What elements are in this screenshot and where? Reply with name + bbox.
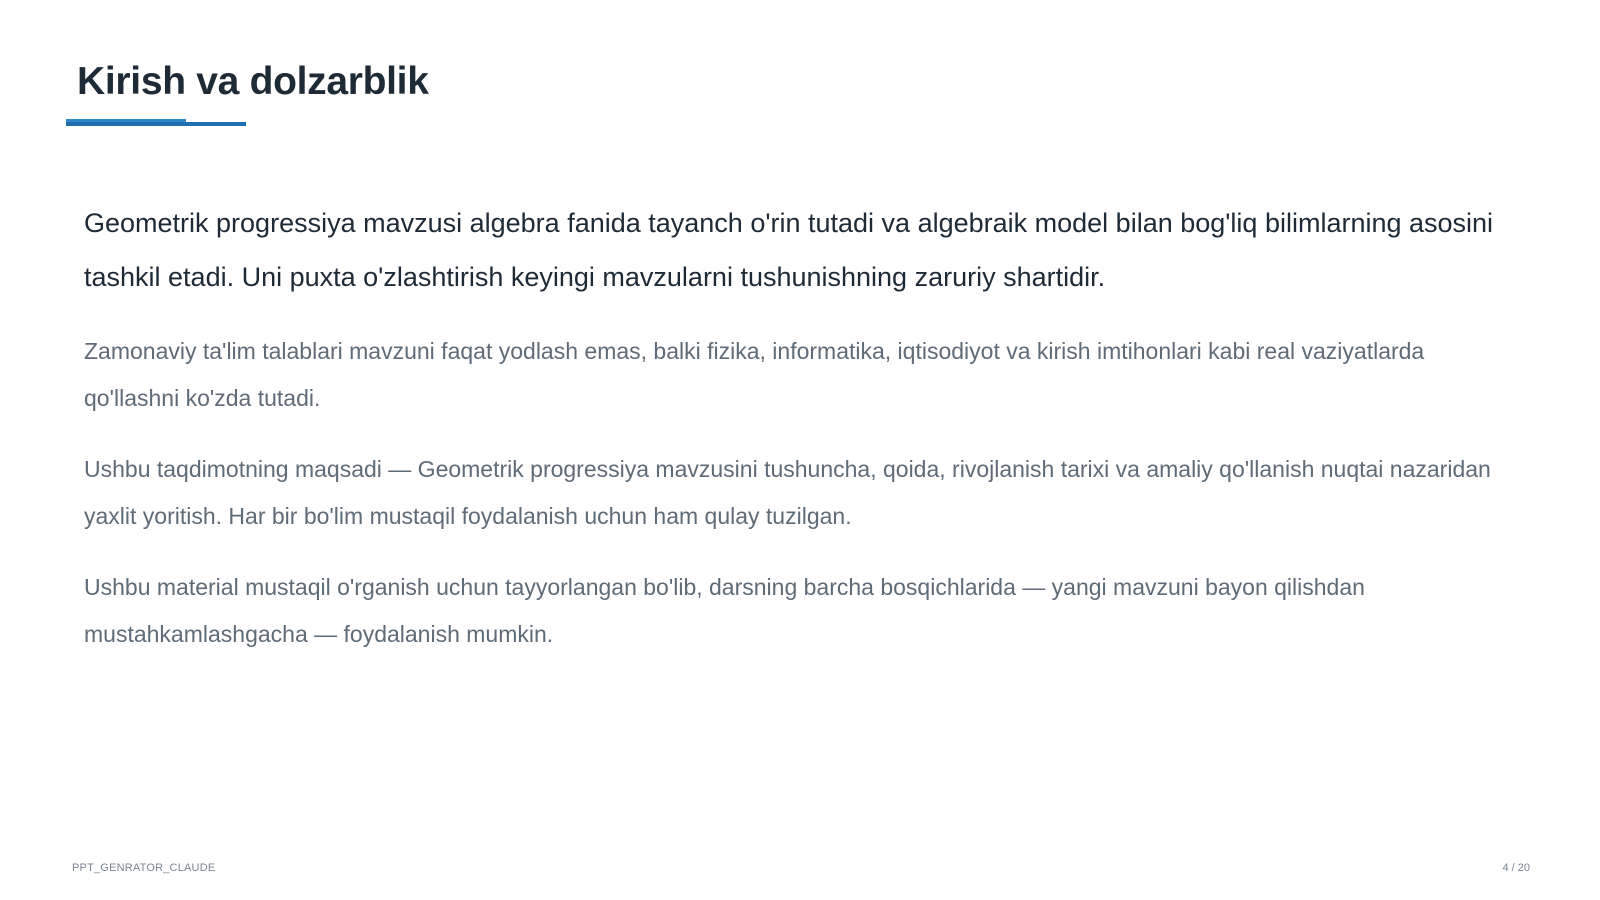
footer-brand: PPT_GENRATOR_CLAUDE <box>72 862 216 874</box>
slide-content <box>84 196 1524 682</box>
title-underline <box>66 122 246 126</box>
body-paragraph-2: Ushbu taqdimotning maqsadi — Geometrik progressiya mavzusini tushuncha, qoida, rivojlanish tarixi va amaliy qo'llanish nuqtai nazaridan yaxlit yoritish. Har bir bo'lim mustaqil foydalanish uchun ham qulay tuzilgan. <box>84 456 1491 529</box>
slide-title: Kirish va dolzarblik <box>77 60 429 103</box>
body-paragraph-3: Ushbu material mustaqil o'rganish uchun tayyorlangan bo'lib, darsning barcha bosqichlarida — yangi mavzuni bayon qilishdan mustahkamlashgacha — foydalanish mumkin. <box>84 574 1365 647</box>
lead-paragraph: Geometrik progressiya mavzusi algebra fanida tayanch o'rin tutadi va algebraik model bilan bog'liq bilimlarning asosini tashkil etadi. Uni puxta o'zlashtirish keyingi mavzularni tushunishning zaruriy shartidir. <box>84 208 1494 292</box>
page-number: 4 / 20 <box>1502 862 1530 874</box>
body-paragraph-1: Zamonaviy ta'lim talablari mavzuni faqat yodlash emas, balki fizika, informatika, iqtisodiyot va kirish imtihonlari kabi real vaziyatlarda qo'llashni ko'zda tutadi. <box>84 338 1425 411</box>
